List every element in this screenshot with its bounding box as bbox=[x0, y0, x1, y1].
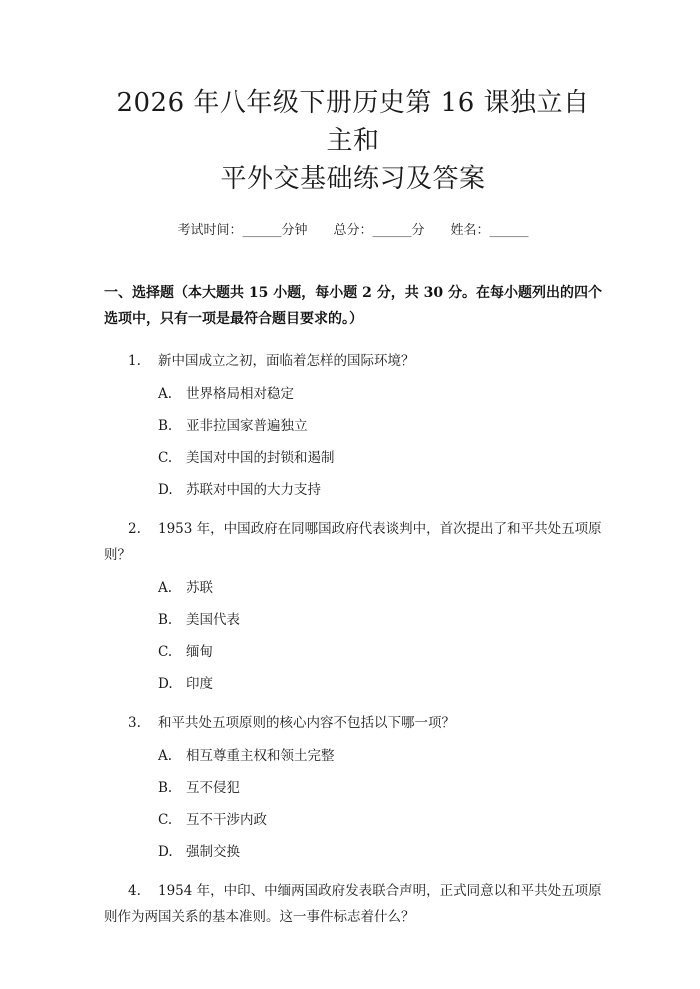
title-line-2: 平外交基础练习及答案 bbox=[220, 164, 486, 194]
option-text: 美国代表 bbox=[186, 612, 240, 628]
question-1 bbox=[104, 348, 602, 374]
option-text: 缅甸 bbox=[186, 644, 213, 660]
option-text: 互不干涉内政 bbox=[186, 812, 267, 828]
option-text: 苏联对中国的大力支持 bbox=[186, 482, 321, 498]
option-letter: C. bbox=[158, 644, 173, 660]
option-d bbox=[104, 674, 602, 694]
question-number: 3. bbox=[128, 715, 141, 731]
option-text: 美国对中国的封锁和遏制 bbox=[186, 450, 335, 466]
option-b bbox=[104, 416, 602, 436]
document-title bbox=[104, 84, 602, 198]
question-text: 1954 年，中印、中缅两国政府发表联合声明，正式同意以和平共处五项原则作为两国关系的基本准则。这一事件标志着什么？ bbox=[104, 883, 602, 925]
question-number: 4. bbox=[128, 883, 141, 899]
option-letter: D. bbox=[158, 844, 173, 860]
option-letter: D. bbox=[158, 676, 173, 692]
option-text: 亚非拉国家普遍独立 bbox=[186, 418, 308, 434]
option-text: 世界格局相对稳定 bbox=[186, 386, 294, 402]
option-c bbox=[104, 810, 602, 830]
question-number: 2. bbox=[128, 521, 141, 537]
question-3 bbox=[104, 710, 602, 736]
exam-time-label: 考试时间：______分钟 bbox=[177, 223, 308, 238]
option-a bbox=[104, 384, 602, 404]
option-c bbox=[104, 642, 602, 662]
option-a bbox=[104, 746, 602, 766]
title-line-1: 2026 年八年级下册历史第 16 课独立自主和 bbox=[116, 88, 590, 156]
option-c bbox=[104, 448, 602, 468]
question-2-options bbox=[104, 578, 602, 694]
total-score-label: 总分：______分 bbox=[333, 223, 425, 238]
question-text: 新中国成立之初，面临着怎样的国际环境？ bbox=[158, 353, 415, 369]
option-text: 互不侵犯 bbox=[186, 780, 240, 796]
option-text: 相互尊重主权和领土完整 bbox=[186, 748, 335, 764]
option-b bbox=[104, 778, 602, 798]
option-letter: C. bbox=[158, 450, 173, 466]
option-a bbox=[104, 578, 602, 598]
document-page bbox=[0, 84, 700, 989]
option-text: 强制交换 bbox=[186, 844, 240, 860]
option-d bbox=[104, 480, 602, 500]
student-name-label: 姓名：______ bbox=[450, 223, 529, 238]
option-text: 印度 bbox=[186, 676, 213, 692]
option-d bbox=[104, 842, 602, 862]
question-1-options bbox=[104, 384, 602, 500]
question-number: 1. bbox=[128, 353, 141, 369]
question-3-options bbox=[104, 746, 602, 862]
option-letter: D. bbox=[158, 482, 173, 498]
option-letter: A. bbox=[158, 386, 173, 402]
option-b bbox=[104, 610, 602, 630]
option-letter: B. bbox=[158, 612, 173, 628]
exam-info bbox=[104, 222, 602, 240]
question-2 bbox=[104, 516, 602, 568]
option-letter: B. bbox=[158, 418, 173, 434]
question-text: 1953 年，中国政府在同哪国政府代表谈判中，首次提出了和平共处五项原则？ bbox=[104, 521, 602, 563]
option-letter: A. bbox=[158, 748, 173, 764]
question-4 bbox=[104, 878, 602, 930]
option-letter: A. bbox=[158, 580, 173, 596]
option-text: 苏联 bbox=[186, 580, 213, 596]
question-text: 和平共处五项原则的核心内容不包括以下哪一项？ bbox=[158, 715, 455, 731]
option-letter: C. bbox=[158, 812, 173, 828]
option-letter: B. bbox=[158, 780, 173, 796]
section-heading-multiple-choice: 一、选择题（本大题共 15 小题，每小题 2 分，共 30 分。在每小题列出的四个选项中，只有一项是最符合题目要求的。） bbox=[104, 285, 602, 327]
